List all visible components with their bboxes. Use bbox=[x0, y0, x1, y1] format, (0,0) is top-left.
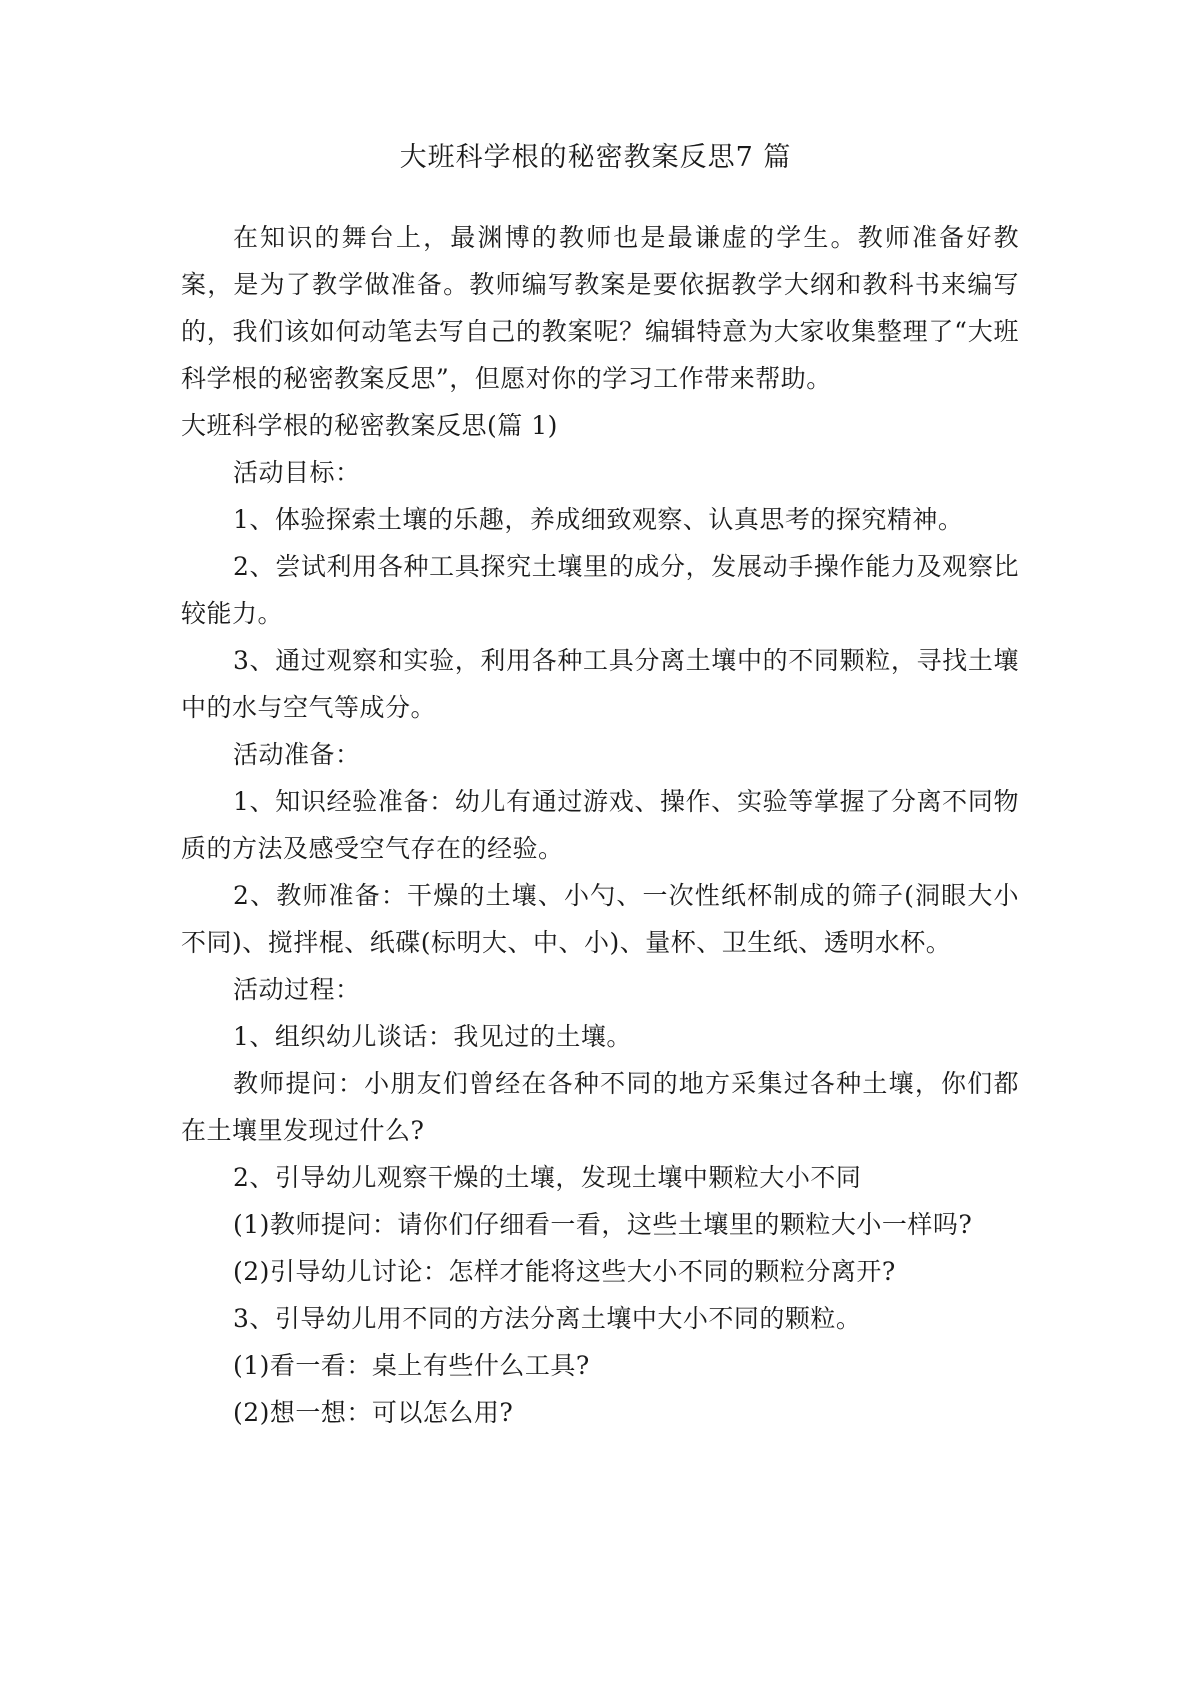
substep-2-1: (1)教师提问：请你们仔细看一看，这些土壤里的颗粒大小一样吗? bbox=[233, 1210, 973, 1239]
teacher-question: 教师提问：小朋友们曾经在各种不同的地方采集过各种土壤，你们都在土壤里发现过什么? bbox=[181, 1069, 1019, 1145]
activity-goals-label: 活动目标： bbox=[233, 458, 361, 487]
section-heading: 大班科学根的秘密教案反思(篇 1) bbox=[181, 411, 558, 440]
goal-item-1: 1、体验探索土壤的乐趣，养成细致观察、认真思考的探究精神。 bbox=[233, 505, 964, 534]
process-step-1: 1、组织幼儿谈话：我见过的土壤。 bbox=[233, 1022, 632, 1051]
activity-process-label: 活动过程： bbox=[233, 975, 361, 1004]
process-step-2: 2、引导幼儿观察干燥的土壤，发现土壤中颗粒大小不同 bbox=[233, 1163, 862, 1192]
document-body bbox=[181, 214, 1019, 1436]
document-title: 大班科学根的秘密教案反思7 篇 bbox=[399, 142, 792, 173]
substep-2-2: (2)引导幼儿讨论：怎样才能将这些大小不同的颗粒分离开? bbox=[233, 1257, 896, 1286]
substep-3-2: (2)想一想：可以怎么用? bbox=[233, 1398, 514, 1427]
prep-item-2: 2、教师准备：干燥的土壤、小勺、一次性纸杯制成的筛子(洞眼大小不同)、搅拌棍、纸碟(标明大、中、小)、量杯、卫生纸、透明水杯。 bbox=[181, 881, 1019, 957]
process-step-3: 3、引导幼儿用不同的方法分离土壤中大小不同的颗粒。 bbox=[233, 1304, 862, 1333]
goal-item-3: 3、通过观察和实验，利用各种工具分离土壤中的不同颗粒，寻找土壤中的水与空气等成分。 bbox=[181, 646, 1019, 722]
prep-item-1: 1、知识经验准备：幼儿有通过游戏、操作、实验等掌握了分离不同物质的方法及感受空气存在的经验。 bbox=[181, 787, 1019, 863]
goal-item-2: 2、尝试利用各种工具探究土壤里的成分，发展动手操作能力及观察比较能力。 bbox=[181, 552, 1019, 628]
activity-prep-label: 活动准备： bbox=[233, 740, 361, 769]
intro-paragraph: 在知识的舞台上，最渊博的教师也是最谦虚的学生。教师准备好教案，是为了教学做准备。教师编写教案是要依据教学大纲和教科书来编写的，我们该如何动笔去写自己的教案呢？编辑特意为大家收集整理了“大班科学根的秘密教案反思”，但愿对你的学习工作带来帮助。 bbox=[181, 223, 1019, 393]
substep-3-1: (1)看一看：桌上有些什么工具? bbox=[233, 1351, 590, 1380]
